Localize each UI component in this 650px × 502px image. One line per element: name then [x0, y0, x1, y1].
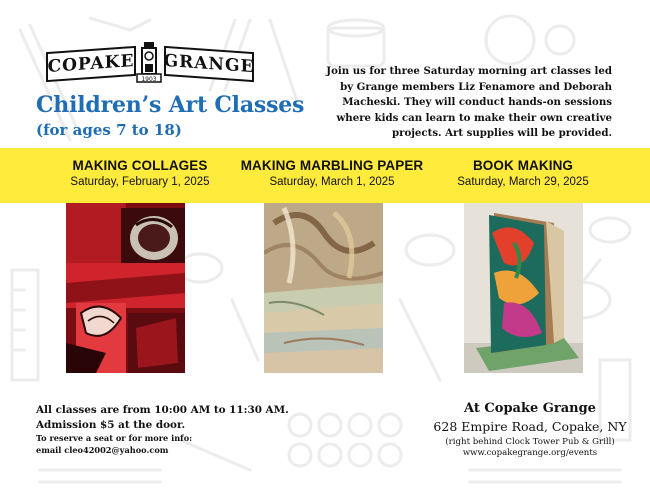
class-heading-marbling [232, 158, 432, 188]
handmade-book-image [464, 203, 583, 373]
class-title: MAKING COLLAGES [72, 158, 208, 173]
marbled-paper-image [264, 203, 383, 373]
venue-address: 628 Empire Road, Copake, NY [433, 419, 627, 434]
copake-grange-logo [46, 40, 255, 84]
logo-word-left: COPAKE [46, 46, 136, 82]
reserve-info: To reserve a seat or for more info: [36, 433, 193, 443]
class-title: MAKING MARBLING PAPER [240, 158, 424, 173]
page-title: Children’s Art Classes [36, 92, 305, 118]
venue-website: www.copakegrange.org/events [462, 448, 598, 458]
class-date: Saturday, February 1, 2025 [70, 176, 210, 188]
class-date: Saturday, March 29, 2025 [457, 176, 589, 188]
admission-fee: Admission $5 at the door. [36, 418, 186, 431]
venue-info [420, 401, 640, 458]
contact-email: email cleo42002@yahoo.com [36, 445, 169, 455]
clock-tower-icon [134, 40, 164, 84]
collage-artwork-image [66, 203, 185, 373]
class-heading-collages [40, 158, 240, 188]
class-schedule-band [0, 148, 650, 203]
class-date: Saturday, March 1, 2025 [269, 176, 395, 188]
class-title: BOOK MAKING [472, 158, 574, 173]
class-times: All classes are from 10:00 AM to 11:30 AM. [36, 404, 289, 416]
venue-note: (right behind Clock Tower Pub & Grill) [445, 437, 615, 447]
class-heading-book [423, 158, 623, 188]
logo-word-right: GRANGE [164, 46, 254, 82]
intro-paragraph: Join us for three Saturday morning art classes led by Grange members Liz Fenamore and Deborah Macheski. They will conduct hands-on sessions where kids can learn to make their own creative projects. Art supplies will be provided. [326, 65, 612, 140]
page-subtitle: (for ages 7 to 18) [36, 121, 182, 139]
venue-name: At Copake Grange [464, 401, 596, 416]
logo-badge: 1903 [141, 76, 157, 83]
class-details [36, 403, 289, 456]
